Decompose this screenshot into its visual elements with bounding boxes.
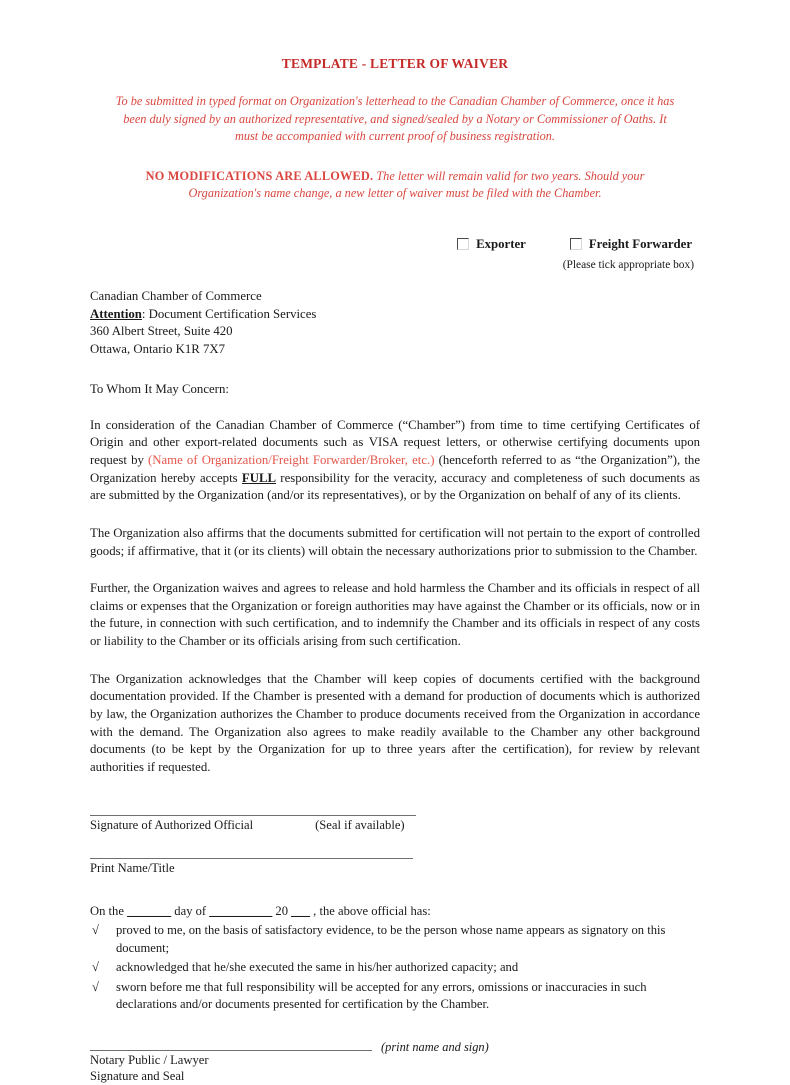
attestation-item-text: proved to me, on the basis of satisfactory evidence, to be the person whose name appears as signatory on this document; <box>116 922 666 955</box>
recipient-organization: Canadian Chamber of Commerce <box>90 288 262 303</box>
recipient-address <box>90 288 700 359</box>
checkbox-hint: (Please tick appropriate box) <box>562 258 694 271</box>
body-paragraph-4: The Organization acknowledges that the Chamber will keep copies of documents certified with the background documentation provided. If the Chamber is presented with a demand for production of documents which is authorized by law, the Organization authorizes the Chamber to produce documents received from the Organization in accordance with the demand. The Organization also agrees to make readily available to the Chamber any other background documents (to be kept by the Organization for up to three years after the certification), for review by relevant authorities if requested. <box>90 671 700 775</box>
notary-caption-line-2: Signature and Seal <box>90 1069 185 1084</box>
print-name-caption: Print Name/Title <box>90 860 175 875</box>
signature-caption-row <box>90 818 700 833</box>
attestation-item-text: sworn before me that full responsibility will be accepted for any errors, omissions or inaccuracies in such declarations and/or documents presented for certification by the Chamber. <box>116 979 647 1012</box>
year-blank-field[interactable]: ___ <box>291 903 311 918</box>
checkbox-box-icon[interactable] <box>570 238 582 250</box>
print-name-line[interactable] <box>90 858 413 859</box>
check-mark-icon: √ <box>92 979 99 994</box>
recipient-attention-line <box>90 306 700 324</box>
checkbox-box-icon[interactable] <box>457 238 469 250</box>
applicant-type-checkbox-row <box>90 237 700 252</box>
attention-label: Attention <box>90 306 142 321</box>
signature-caption: Signature of Authorized Official <box>90 817 254 832</box>
body-paragraph-2: The Organization also affirms that the documents submitted for certification will not pertain to the export of controlled goods; if affirmative, that it (or its clients) will obtain the necessary authorizations prior to submission to the Chamber. <box>90 525 700 558</box>
list-item <box>90 959 700 977</box>
notary-caption-line-1: Notary Public / Lawyer <box>90 1052 209 1067</box>
document-title: TEMPLATE - LETTER OF WAIVER <box>281 56 509 71</box>
attestation-date-line <box>90 902 700 920</box>
notary-signature-line[interactable] <box>90 1050 372 1051</box>
checkbox-exporter-label: Exporter <box>476 236 526 251</box>
no-modifications-detail: The letter will remain valid for two years. Should your Organization's name change, a new letter of waiver must be filed with the Chamber. <box>188 168 645 201</box>
notary-hint: (print name and sign) <box>381 1040 489 1055</box>
seal-note: (Seal if available) <box>315 817 405 832</box>
notary-line-row <box>90 1038 700 1055</box>
document-body <box>90 0 700 1085</box>
paragraph-1-segment-3: responsibility for the veracity, accuracy and completeness of such documents as are submitted by the Organization (and/or its representatives), or by the Organization on behalf of any of its clients. <box>90 470 701 503</box>
recipient-city-line: Ottawa, Ontario K1R 7X7 <box>90 341 226 356</box>
signature-line[interactable] <box>90 815 416 816</box>
salutation: To Whom It May Concern: <box>90 381 229 396</box>
attention-value: : Document Certification Services <box>141 306 317 321</box>
paragraph-1-segment-2: (henceforth referred to as “the Organization”), the Organization hereby accepts <box>90 452 700 485</box>
attestation-section <box>90 902 700 1014</box>
attestation-lead-a: On the <box>90 903 128 918</box>
attestation-list <box>90 922 700 1014</box>
notary-block <box>90 1038 700 1085</box>
check-mark-icon: √ <box>92 922 99 937</box>
no-modifications-emphasis: NO MODIFICATIONS ARE ALLOWED. <box>145 168 374 183</box>
submission-instructions: To be submitted in typed format on Organization's letterhead to the Canadian Chamber of Commerce, once it has been duly signed by an authorized representative, and signed/sealed by a Notary or Commissioner of Oaths. It must be accompanied with current proof of business registration. <box>115 94 675 144</box>
list-item <box>90 922 700 957</box>
checkbox-freight-forwarder[interactable] <box>570 237 692 252</box>
check-mark-icon: √ <box>92 960 99 975</box>
attestation-lead-b: day of <box>171 903 210 918</box>
paragraph-1-segment-1: In consideration of the Canadian Chamber of Commerce (“Chamber”) from time to time certifying Certificates of Origin and other export-related documents such as VISA request letters, or otherwise certifying documents upon request by <box>90 417 700 467</box>
recipient-street: 360 Albert Street, Suite 420 <box>90 324 233 339</box>
signature-block <box>90 815 700 876</box>
body-paragraph-3: Further, the Organization waives and agrees to release and hold harmless the Chamber and its officials in respect of all claims or expenses that the Organization or foreign authorities may have against the Chamber or its officials, now or in the future, in connection with such certification, and to indemnify the Chamber and its officials in respect of any costs or liability to the Chamber or its officials arising from such certification. <box>90 581 700 649</box>
month-blank-field[interactable]: __________ <box>209 903 273 918</box>
checkbox-freight-forwarder-label: Freight Forwarder <box>588 236 692 251</box>
body-paragraph-1 <box>90 417 700 505</box>
no-modifications-notice <box>90 146 700 203</box>
list-item <box>90 979 700 1014</box>
full-responsibility-emphasis: FULL <box>241 470 277 485</box>
organization-name-placeholder: (Name of Organization/Freight Forwarder/Broker, etc.) <box>147 452 435 467</box>
attestation-lead-c: 20 <box>272 903 292 918</box>
day-blank-field[interactable]: _______ <box>127 903 172 918</box>
checkbox-exporter[interactable] <box>457 237 526 252</box>
notary-caption <box>90 1052 700 1085</box>
attestation-item-text: acknowledged that he/she executed the same in his/her authorized capacity; and <box>116 960 519 975</box>
attestation-lead-d: , the above official has: <box>310 903 431 918</box>
